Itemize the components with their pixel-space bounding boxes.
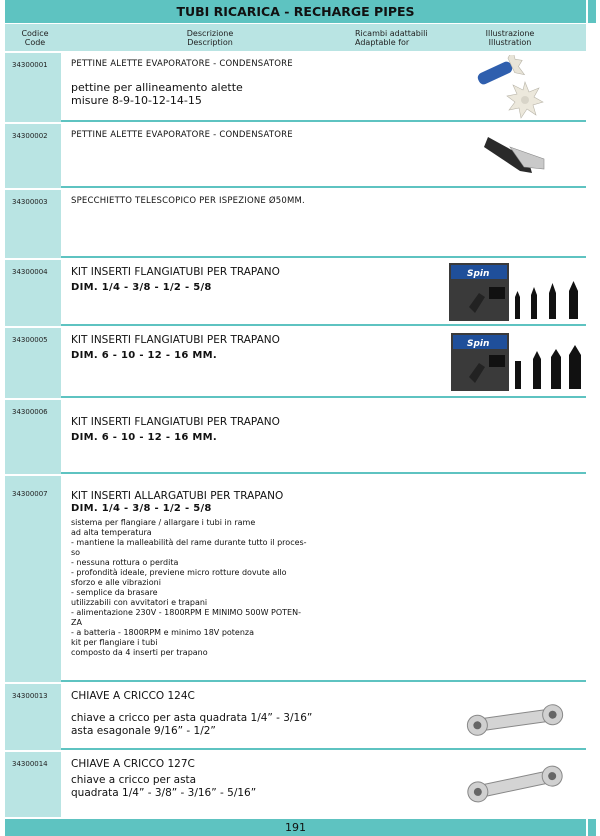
- footer-strip: [588, 819, 596, 836]
- product-dimensions: DIM. 6 - 10 - 12 - 16 MM.: [71, 432, 217, 443]
- table-row: [5, 400, 586, 474]
- table-row: [5, 684, 586, 750]
- product-title: SPECCHIETTO TELESCOPICO PER ISPEZIONE Ø50MM.: [71, 196, 305, 206]
- product-line: asta esagonale 9/16” - 1/2”: [71, 725, 216, 737]
- product-dimensions: DIM. 1/4 - 3/8 - 1/2 - 5/8: [71, 503, 212, 514]
- table-row: [5, 124, 586, 188]
- product-line: pettine per allineamento alette: [71, 81, 243, 94]
- product-code: 34300001: [5, 53, 61, 122]
- brand-label: Spin: [467, 269, 490, 279]
- product-code: 34300002: [5, 124, 61, 188]
- header-illustration: Illustrazione Illustration: [485, 29, 535, 47]
- product-title: PETTINE ALETTE EVAPORATORE - CONDENSATORE: [71, 130, 293, 140]
- product-title: CHIAVE A CRICCO 127C: [71, 758, 195, 770]
- product-line: quadrata 1/4” - 3/8” - 3/16” - 5/16”: [71, 787, 257, 799]
- product-title: KIT INSERTI FLANGIATUBI PER TRAPANO: [71, 334, 280, 346]
- product-code: 34300004: [5, 260, 61, 326]
- product-code: 34300013: [5, 684, 61, 750]
- header-adaptable: Ricambi adattabili Adaptable for: [355, 29, 428, 47]
- product-code: 34300003: [5, 190, 61, 258]
- product-dimensions: DIM. 6 - 10 - 12 - 16 MM.: [71, 350, 217, 361]
- page-number: 191: [5, 819, 586, 836]
- product-code: 34300006: [5, 400, 61, 474]
- header-description: Descrizione Description: [186, 29, 234, 47]
- table-row: [5, 190, 586, 258]
- table-row: [5, 328, 586, 398]
- product-line: chiave a cricco per asta: [71, 774, 197, 786]
- product-title: PETTINE ALETTE EVAPORATORE - CONDENSATORE: [71, 59, 293, 69]
- fin-comb-image: [470, 55, 550, 120]
- product-line: misure 8-9-10-12-14-15: [71, 94, 202, 107]
- table-row: [5, 752, 586, 817]
- table-header: [5, 24, 586, 51]
- flaring-kit-image: [451, 333, 591, 393]
- product-dimensions: DIM. 1/4 - 3/8 - 1/2 - 5/8: [71, 282, 212, 293]
- product-code: 34300014: [5, 752, 61, 817]
- table-row: [5, 476, 586, 682]
- fin-comb-tool-image: [480, 129, 550, 179]
- product-title: CHIAVE A CRICCO 124C: [71, 690, 195, 702]
- table-row: [5, 260, 586, 326]
- product-title: KIT INSERTI ALLARGATUBI PER TRAPANO: [71, 490, 284, 502]
- ratchet-wrench-image: [465, 702, 565, 738]
- product-notes: sistema per flangiare / allargare i tubi in rame ad alta temperatura - mantiene la malleabilità del rame durante tutto il proces- so - nessuna rottura o perdita - profondità ideale, previene micro rotture dovute allo sforzo e alle vibrazioni - semplice da brasare utilizzabili con avvitatori e trapani - alimentazione 230V - 1800RPM E MINIMO 500W POTEN- ZA - a batteria - 1800RPM e minimo 18V potenza kit per flangiare i tubi composto da 4 inserti per trapano: [71, 518, 307, 657]
- header-code: Codice Code: [21, 29, 49, 47]
- product-title: KIT INSERTI FLANGIATUBI PER TRAPANO: [71, 266, 280, 278]
- page-title: TUBI RICARICA - RECHARGE PIPES: [5, 0, 586, 23]
- ratchet-wrench-image: [465, 764, 565, 804]
- flaring-kit-image: [449, 263, 589, 323]
- title-strip: [588, 0, 596, 23]
- product-code: 34300005: [5, 328, 61, 398]
- product-code: 34300007: [5, 476, 61, 682]
- product-line: chiave a cricco per asta quadrata 1/4” - 3/16”: [71, 712, 313, 724]
- brand-label: Spin: [467, 339, 490, 349]
- product-title: KIT INSERTI FLANGIATUBI PER TRAPANO: [71, 416, 280, 428]
- table-row: [5, 53, 586, 122]
